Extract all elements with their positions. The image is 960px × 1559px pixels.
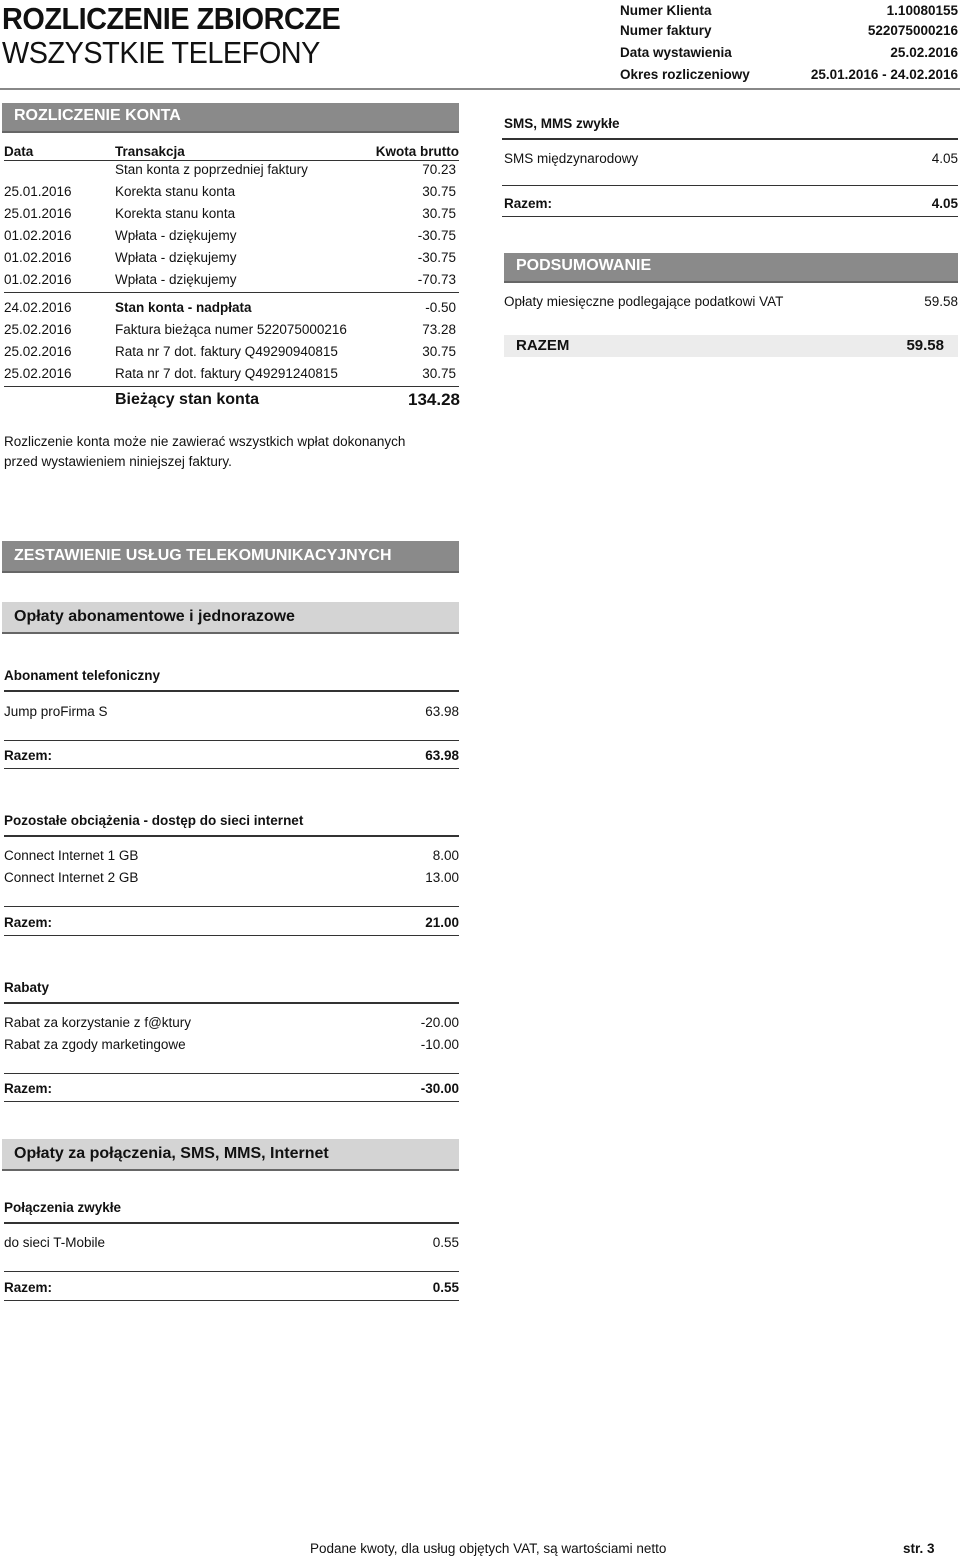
account-row-balance [4, 298, 456, 318]
col-amount: Kwota brutto [375, 144, 459, 159]
header-divider [0, 88, 960, 90]
row-transaction: Wpłata - dziękujemy [115, 250, 237, 265]
sms-item-value: 4.05 [931, 151, 958, 166]
account-divider [4, 386, 459, 387]
account-row [4, 204, 456, 224]
footer-note: Podane kwoty, dla usług objętych VAT, są wartościami netto [310, 1541, 667, 1556]
sms-item-label: SMS międzynarodowy [504, 151, 639, 166]
page-title: ROZLICZENIE ZBIORCZE [2, 1, 341, 36]
discounts-total-divider [4, 1073, 459, 1074]
page-subtitle: WSZYSTKIE TELEFONY [2, 35, 320, 70]
header-invoice-number [620, 20, 960, 42]
total-value: 0.55 [432, 1280, 459, 1295]
row-date: 25.01.2016 [4, 206, 72, 221]
total-value: 21.00 [425, 915, 459, 930]
other-charges-row [4, 868, 459, 888]
discounts-end-divider [4, 1101, 459, 1102]
item-label: Rabat za korzystanie z f@ktury [4, 1015, 192, 1030]
account-row [4, 182, 456, 202]
row-transaction: Faktura bieżąca numer 522075000216 [115, 322, 347, 337]
row-transaction: Korekta stanu konta [115, 184, 236, 199]
subscription-end-divider [4, 768, 459, 769]
row-date: 25.01.2016 [4, 184, 72, 199]
account-section-title: ROZLICZENIE KONTA [14, 107, 181, 124]
summary-total-row [504, 335, 958, 357]
sms-end-divider [502, 216, 958, 217]
account-divider [4, 292, 459, 293]
subscription-title: Abonament telefoniczny [4, 668, 161, 683]
row-amount: 30.75 [422, 366, 456, 381]
header-value: 25.02.2016 [890, 45, 958, 60]
row-amount: -0.50 [425, 300, 456, 315]
summary-section-header [504, 253, 958, 283]
col-date: Data [4, 144, 34, 159]
total-value: -30.00 [420, 1081, 459, 1096]
total-label: Razem: [4, 1081, 53, 1096]
calls-total-divider [4, 1271, 459, 1272]
row-transaction: Rata nr 7 dot. faktury Q49291240815 [115, 366, 338, 381]
sms-section-title: SMS, MMS zwykłe [504, 116, 620, 131]
row-amount: 70.23 [422, 162, 456, 177]
account-row [4, 270, 456, 290]
total-value: 63.98 [425, 748, 459, 763]
item-value: 8.00 [432, 848, 459, 863]
discount-row [4, 1013, 459, 1033]
page-number: str. 3 [903, 1541, 935, 1556]
row-amount: 30.75 [422, 206, 456, 221]
discounts-title: Rabaty [4, 980, 50, 995]
row-amount: -30.75 [417, 228, 456, 243]
subscription-item-row [4, 702, 459, 722]
summary-vat-value: 59.58 [924, 294, 958, 309]
row-date: 01.02.2016 [4, 250, 72, 265]
row-date: 25.02.2016 [4, 366, 72, 381]
other-charges-row [4, 846, 459, 866]
other-charges-end-divider [4, 935, 459, 936]
item-value: 63.98 [425, 704, 459, 719]
header-label: Numer Klienta [620, 3, 712, 18]
header-label: Okres rozliczeniowy [620, 67, 750, 82]
current-balance-label: Bieżący stan konta [115, 391, 260, 408]
col-transaction: Transakcja [115, 144, 185, 159]
subscription-subheader [2, 602, 459, 634]
other-charges-total-row [4, 913, 459, 933]
header-billing-period [620, 64, 960, 86]
subscription-subheader-title: Opłaty abonamentowe i jednorazowe [14, 608, 295, 625]
account-row [4, 320, 456, 340]
account-table-header [4, 142, 459, 162]
item-label: Connect Internet 2 GB [4, 870, 139, 885]
account-row [4, 364, 456, 384]
discounts-total-row [4, 1079, 459, 1099]
calls-total-row [4, 1278, 459, 1298]
header-label: Numer faktury [620, 23, 712, 38]
item-label: Jump proFirma S [4, 704, 108, 719]
row-transaction: Stan konta - nadpłata [115, 300, 252, 315]
item-value: -10.00 [420, 1037, 459, 1052]
account-row [4, 342, 456, 362]
account-note-line1: Rozliczenie konta może nie zawierać wszystkich wpłat dokonanych [4, 434, 406, 449]
row-date: 01.02.2016 [4, 272, 72, 287]
account-row [4, 248, 456, 268]
row-transaction: Wpłata - dziękujemy [115, 228, 237, 243]
calls-subheader-title: Opłaty za połączenia, SMS, MMS, Internet [14, 1145, 329, 1162]
row-date: 25.02.2016 [4, 344, 72, 359]
row-date: 25.02.2016 [4, 322, 72, 337]
sms-item-row [504, 149, 958, 169]
account-row [4, 160, 456, 180]
header-customer-number [620, 0, 960, 22]
calls-end-divider [4, 1300, 459, 1301]
row-transaction: Stan konta z poprzedniej faktury [115, 162, 308, 177]
sms-total-value: 4.05 [931, 196, 958, 211]
discounts-divider [4, 1002, 459, 1004]
row-date: 01.02.2016 [4, 228, 72, 243]
header-value: 25.01.2016 - 24.02.2016 [810, 67, 958, 82]
summary-section-title: PODSUMOWANIE [516, 257, 652, 274]
header-value: 522075000216 [867, 23, 958, 38]
item-value: -20.00 [420, 1015, 459, 1030]
summary-vat-label: Opłaty miesięczne podlegające podatkowi VAT [504, 294, 784, 309]
total-label: Razem: [4, 915, 53, 930]
account-row [4, 226, 456, 246]
row-amount: 30.75 [422, 184, 456, 199]
summary-total-label: RAZEM [516, 337, 570, 354]
sms-total-divider [502, 185, 958, 186]
total-label: Razem: [4, 748, 53, 763]
item-label: do sieci T-Mobile [4, 1235, 106, 1250]
calls-divider [4, 1222, 459, 1224]
subscription-total-divider [4, 740, 459, 741]
calls-row [4, 1233, 459, 1253]
summary-vat-row [504, 292, 958, 312]
subscription-divider [4, 690, 459, 692]
item-value: 13.00 [425, 870, 459, 885]
row-transaction: Wpłata - dziękujemy [115, 272, 237, 287]
item-label: Connect Internet 1 GB [4, 848, 139, 863]
sms-total-label: Razem: [504, 196, 553, 211]
row-transaction: Korekta stanu konta [115, 206, 236, 221]
header-label: Data wystawienia [620, 45, 732, 60]
row-amount: 30.75 [422, 344, 456, 359]
total-label: Razem: [4, 1280, 53, 1295]
account-section-header [2, 103, 459, 133]
calls-subheader [2, 1139, 459, 1171]
sms-divider [502, 138, 958, 140]
other-charges-total-divider [4, 906, 459, 907]
subscription-total-row [4, 746, 459, 766]
calls-title: Połączenia zwykłe [4, 1200, 122, 1215]
account-note-line2: przed wystawieniem niniejszej faktury. [4, 454, 232, 469]
header-issue-date [620, 42, 960, 64]
current-balance-value: 134.28 [408, 390, 460, 409]
row-amount: 73.28 [422, 322, 456, 337]
item-label: Rabat za zgody marketingowe [4, 1037, 186, 1052]
row-amount: -30.75 [417, 250, 456, 265]
summary-total-value: 59.58 [906, 337, 944, 354]
other-charges-title: Pozostałe obciążenia - dostęp do sieci internet [4, 813, 304, 828]
services-section-title: ZESTAWIENIE USŁUG TELEKOMUNIKACYJNYCH [14, 547, 392, 564]
item-value: 0.55 [432, 1235, 459, 1250]
header-value: 1.10080155 [886, 3, 958, 18]
other-charges-divider [4, 835, 459, 837]
discount-row [4, 1035, 459, 1055]
row-transaction: Rata nr 7 dot. faktury Q49290940815 [115, 344, 338, 359]
row-amount: -70.73 [417, 272, 456, 287]
sms-total-row [504, 194, 958, 214]
services-section-header [2, 541, 459, 573]
row-date: 24.02.2016 [4, 300, 72, 315]
